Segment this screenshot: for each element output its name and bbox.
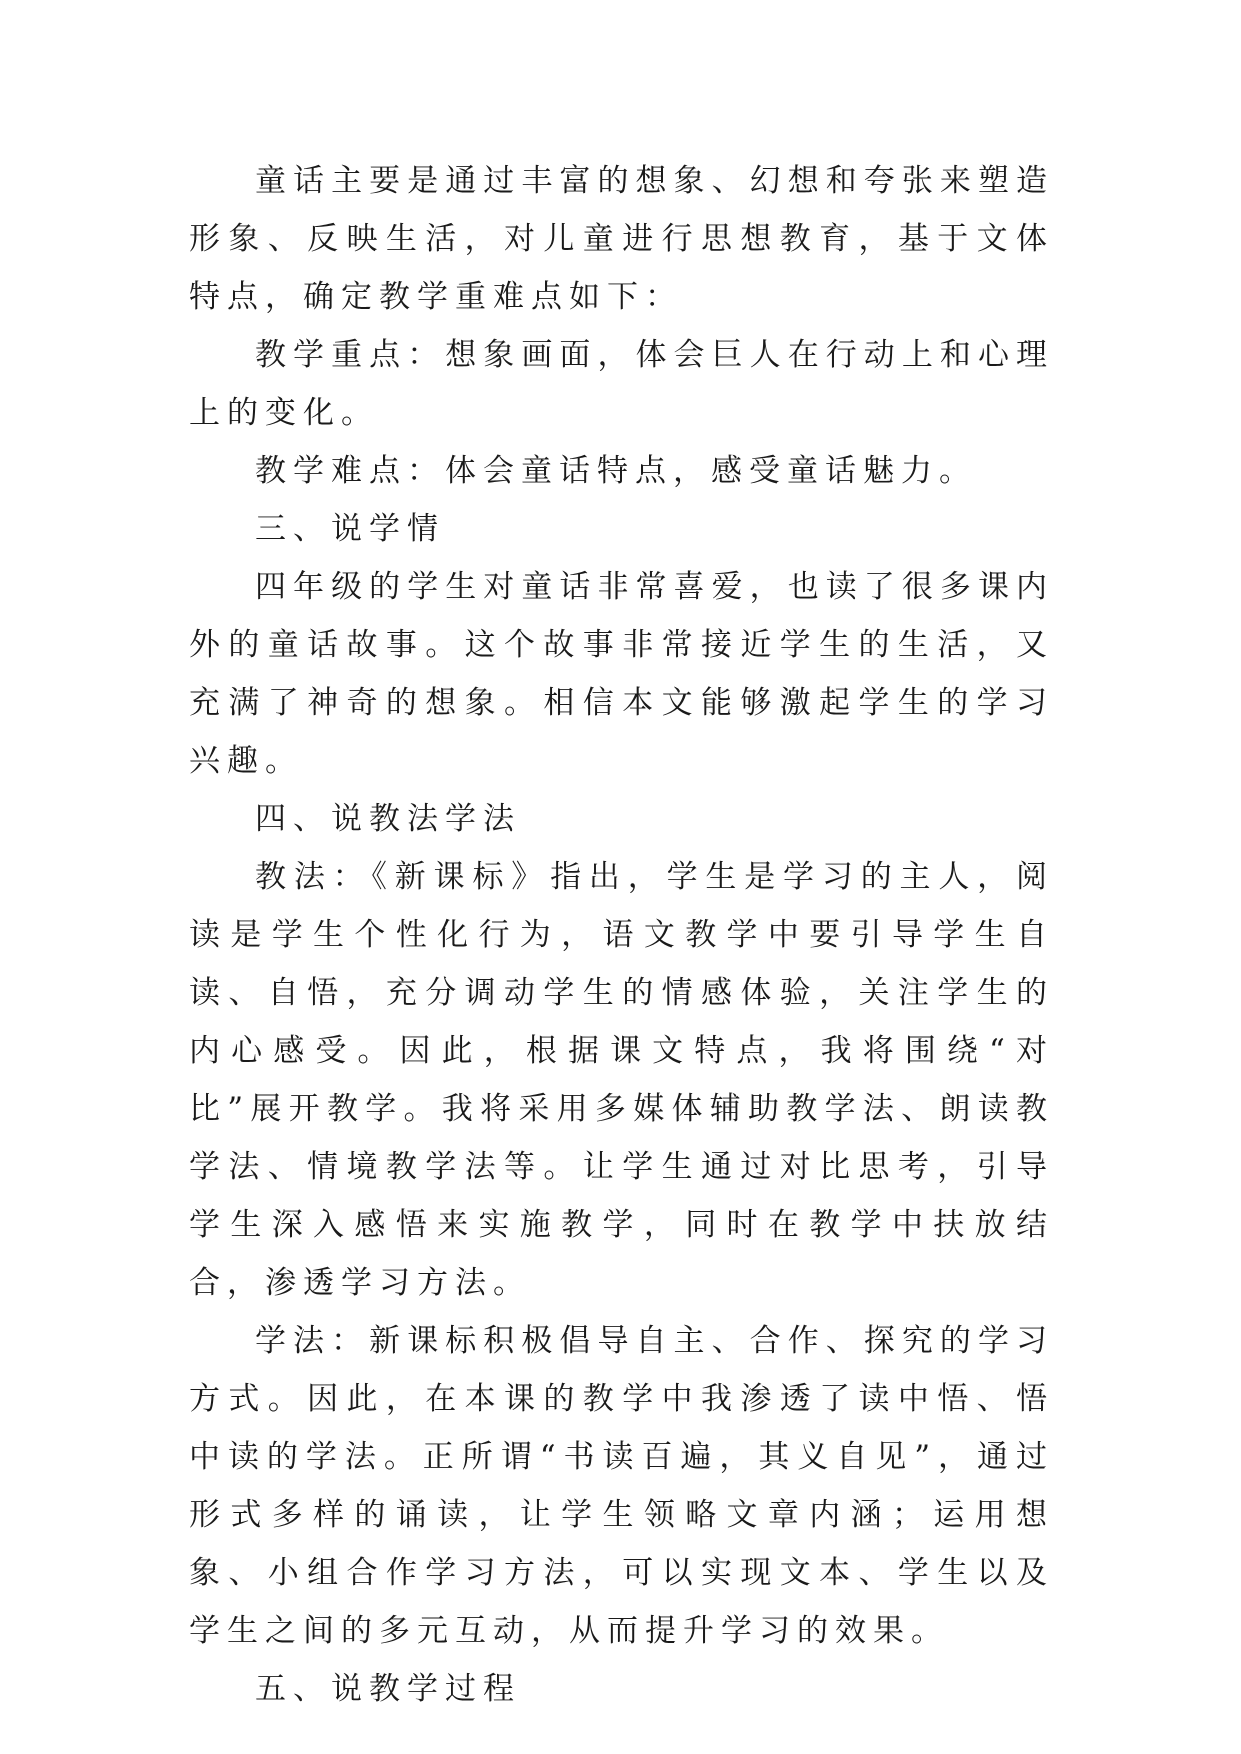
- paragraph-teaching-method: 教法：《新课标》指出，学生是学习的主人，阅读是学生个性化行为，语文教学中要引导学生自读、自悟，充分调动学生的情感体验，关注学生的内心感受。因此，根据课文特点，我将围绕“对比”展开教学。我将采用多媒体辅助教学法、朗读教学法、情境教学法等。让学生通过对比思考，引导学生深入感悟来实施教学，同时在教学中扶放结合，渗透学习方法。: [189, 859, 1054, 1301]
- section-heading-teaching-methods: 四、说教法学法: [255, 801, 521, 837]
- paragraph-teaching-difficulty: 教学难点：体会童话特点，感受童话魅力。: [255, 453, 977, 489]
- section-heading-student-analysis: 三、说学情: [255, 511, 445, 547]
- paragraph-teaching-focus: 教学重点：想象画面，体会巨人在行动上和心理上的变化。: [189, 337, 1054, 431]
- paragraph-learning-method: 学法：新课标积极倡导自主、合作、探究的学习方式。因此，在本课的教学中我渗透了读中悟、悟中读的学法。正所谓“书读百遍，其义自见”，通过形式多样的诵读，让学生领略文章内涵；运用想象、小组合作学习方法，可以实现文本、学生以及学生之间的多元互动，从而提升学习的效果。: [189, 1323, 1054, 1649]
- paragraph-student-analysis: 四年级的学生对童话非常喜爱，也读了很多课内外的童话故事。这个故事非常接近学生的生活，又充满了神奇的想象。相信本文能够激起学生的学习兴趣。: [189, 569, 1054, 779]
- section-heading-teaching-process: 五、说教学过程: [255, 1671, 521, 1707]
- paragraph-fairy-tale-features: 童话主要是通过丰富的想象、幻想和夸张来塑造形象、反映生活，对儿童进行思想教育，基于文体特点，确定教学重难点如下：: [189, 163, 1054, 315]
- document-body: [189, 152, 1054, 1718]
